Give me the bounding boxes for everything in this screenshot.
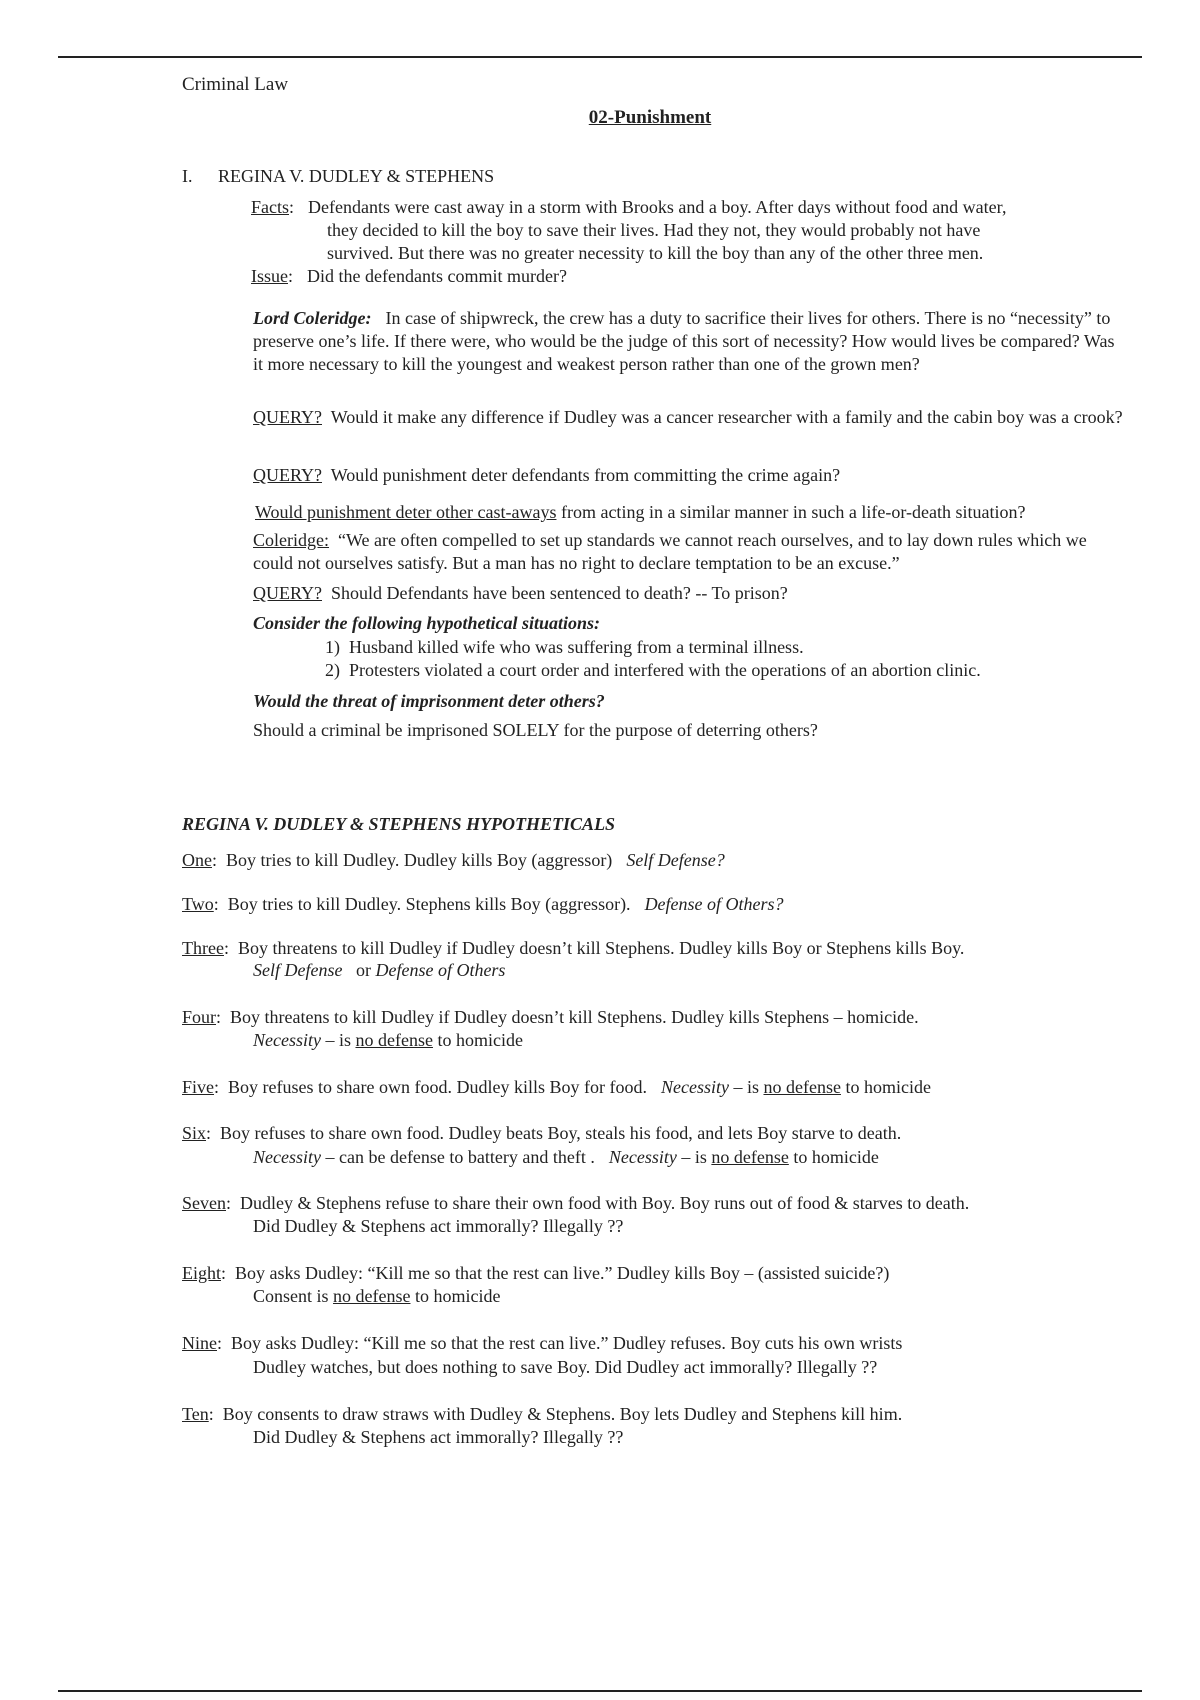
hypothetical-three-line-2: Self Defense or Defense of Others — [253, 960, 506, 980]
hypo-item-2: 2) Protesters violated a court order and interfered with the operations of an abortion clinic. — [325, 660, 981, 680]
deter-line: Would punishment deter other cast-aways from acting in a similar manner in such a life-or-death situation? — [255, 502, 1026, 522]
coleridge-quote: Coleridge: “We are often compelled to set up standards we cannot reach ourselves, and to lay down rules which we could not ourselves satisfy. But a man has no right to declare temptation to be an excuse.” — [253, 530, 1087, 573]
bottom-rule — [58, 1690, 1142, 1692]
hypothetical-five: Five: Boy refuses to share own food. Dudley kills Boy for food. Necessity – is no defense to homicide — [182, 1077, 931, 1097]
section-number: I. — [182, 166, 193, 186]
facts-label: Facts — [251, 197, 289, 217]
top-rule — [58, 56, 1142, 58]
hypothetical-two: Two: Boy tries to kill Dudley. Stephens kills Boy (aggressor). Defense of Others? — [182, 894, 784, 914]
hypothetical-nine: Nine: Boy asks Dudley: “Kill me so that the rest can live.” Dudley refuses. Boy cuts his own wrists — [182, 1333, 903, 1353]
issue-label: Issue — [251, 266, 288, 286]
hypotheticals-heading: REGINA V. DUDLEY & STEPHENS HYPOTHETICALS — [182, 814, 616, 834]
threat-heading: Would the threat of imprisonment deter others? — [253, 691, 605, 711]
hypo-item-1: 1) Husband killed wife who was suffering from a terminal illness. — [325, 637, 804, 657]
hypothetical-seven-line-2: Did Dudley & Stephens act immorally? Illegally ?? — [253, 1216, 624, 1236]
facts-line-2: they decided to kill the boy to save their lives. Had they not, they would probably not have — [327, 220, 981, 240]
section-title: REGINA V. DUDLEY & STEPHENS — [218, 166, 495, 186]
hypothetical-ten: Ten: Boy consents to draw straws with Dudley & Stephens. Boy lets Dudley and Stephens kill him. — [182, 1404, 903, 1424]
issue-line: Issue: Did the defendants commit murder? — [251, 266, 567, 286]
course-header: Criminal Law — [182, 74, 289, 95]
consider-heading: Consider the following hypothetical situations: — [253, 613, 601, 633]
page-title: 02-Punishment — [588, 107, 712, 128]
hypothetical-nine-line-2: Dudley watches, but does nothing to save Boy. Did Dudley act immorally? Illegally ?? — [253, 1357, 878, 1377]
hypothetical-six-line-2: Necessity – can be defense to battery and theft . Necessity – is no defense to homicide — [253, 1147, 879, 1167]
query-3: QUERY? Should Defendants have been sentenced to death? -- To prison? — [253, 583, 788, 603]
hypothetical-eight: Eight: Boy asks Dudley: “Kill me so that the rest can live.” Dudley kills Boy – (assisted suicide?) — [182, 1263, 890, 1283]
section-heading — [182, 166, 494, 187]
query-1: QUERY? Would it make any difference if Dudley was a cancer researcher with a family and the cabin boy was a crook? — [253, 407, 1123, 427]
solely-line: Should a criminal be imprisoned SOLELY for the purpose of deterring others? — [253, 720, 818, 740]
coleridge-label: Lord Coleridge: — [253, 308, 372, 328]
coleridge-paragraph: Lord Coleridge: In case of shipwreck, the crew has a duty to sacrifice their lives for others. There is no “necessity” to preserve one’s life. If there were, who would be the judge of this sort of necessity? How would lives be compared? Was it more necessary to kill the youngest and weakest person rather than one of the grown men? — [253, 308, 1115, 374]
hypothetical-ten-line-2: Did Dudley & Stephens act immorally? Illegally ?? — [253, 1427, 624, 1447]
hypothetical-eight-line-2: Consent is no defense to homicide — [253, 1286, 501, 1306]
hypothetical-seven: Seven: Dudley & Stephens refuse to share their own food with Boy. Boy runs out of food & starves to death. — [182, 1193, 970, 1213]
hypothetical-four-line-2: Necessity – is no defense to homicide — [253, 1030, 523, 1050]
hypothetical-three: Three: Boy threatens to kill Dudley if Dudley doesn’t kill Stephens. Dudley kills Boy or Stephens kills Boy. — [182, 938, 965, 958]
hypothetical-one: One: Boy tries to kill Dudley. Dudley kills Boy (aggressor) Self Defense? — [182, 850, 725, 870]
hypothetical-six: Six: Boy refuses to share own food. Dudley beats Boy, steals his food, and lets Boy starve to death. — [182, 1123, 902, 1143]
query-2: QUERY? Would punishment deter defendants from committing the crime again? — [253, 465, 841, 485]
facts-line-1: Facts: Defendants were cast away in a storm with Brooks and a boy. After days without food and water, — [251, 197, 1007, 217]
hypothetical-four: Four: Boy threatens to kill Dudley if Dudley doesn’t kill Stephens. Dudley kills Stephens – homicide. — [182, 1007, 919, 1027]
facts-line-3: survived. But there was no greater necessity to kill the boy than any of the other three men. — [327, 243, 984, 263]
